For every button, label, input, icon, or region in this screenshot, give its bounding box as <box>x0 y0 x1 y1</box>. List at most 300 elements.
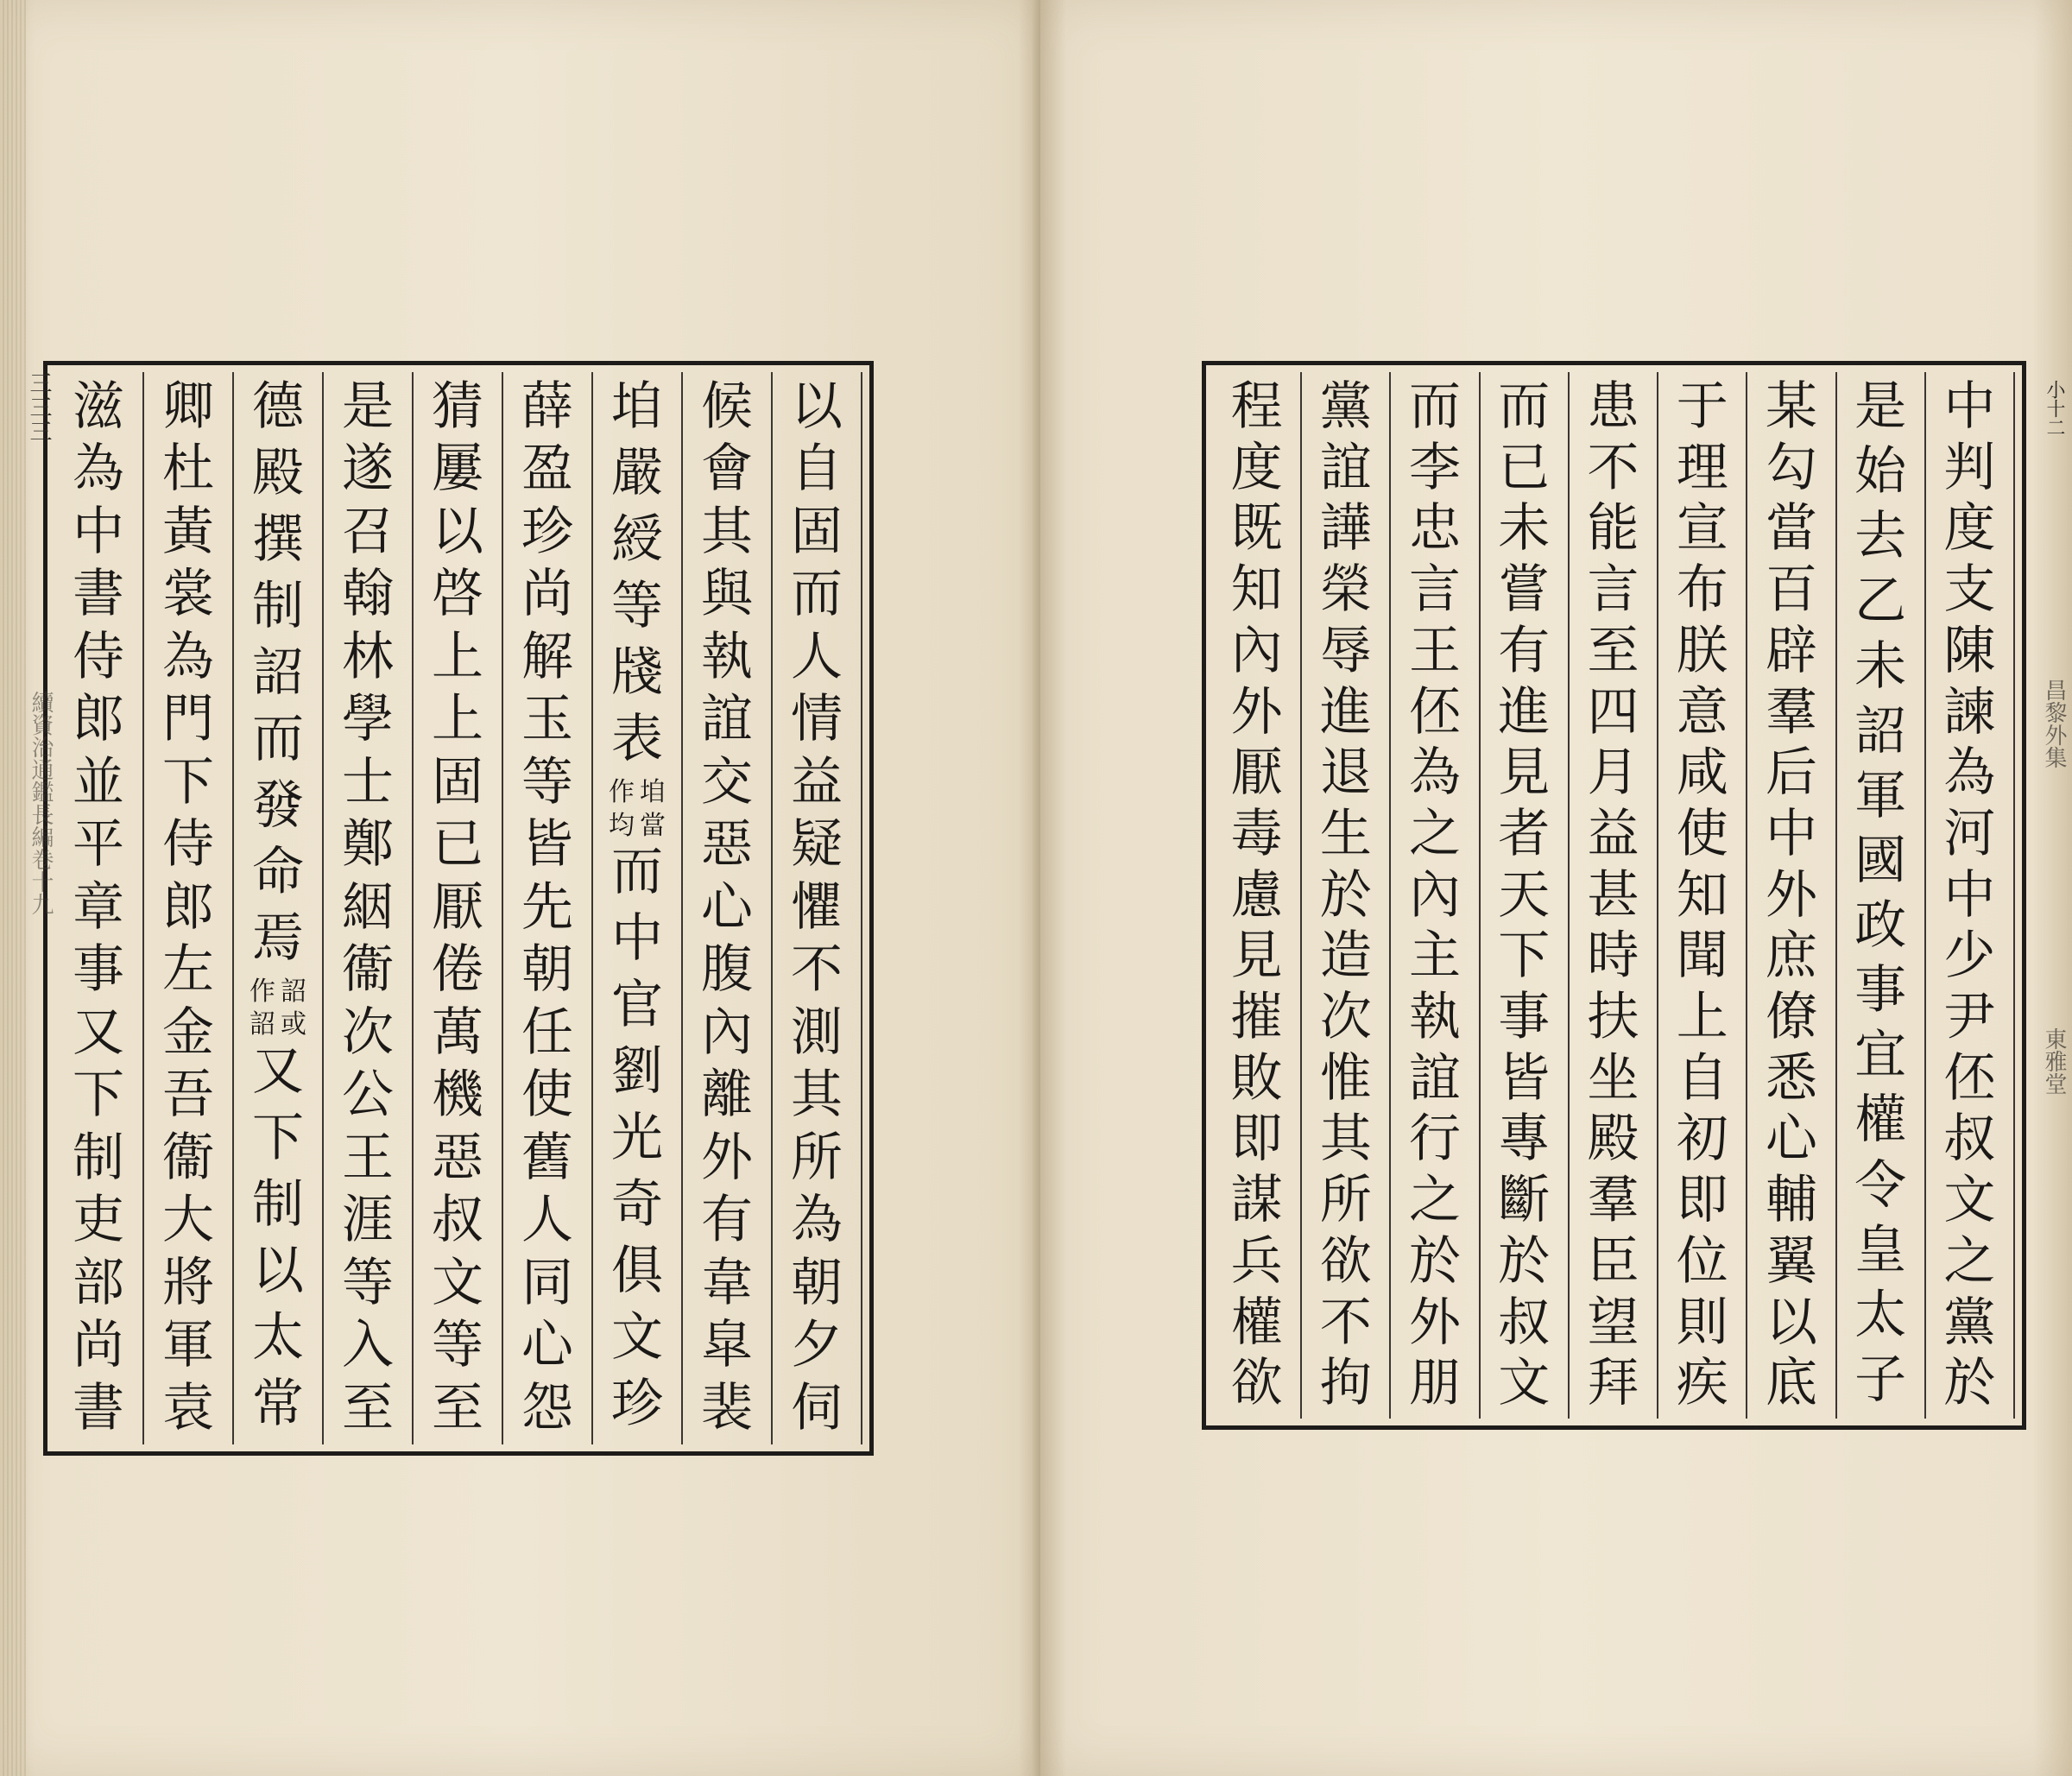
character: 某 <box>1765 376 1817 437</box>
character: 言 <box>1587 559 1639 621</box>
character: 於 <box>1319 864 1372 926</box>
character: 權 <box>1854 1090 1907 1151</box>
character: 為 <box>1409 743 1462 804</box>
character: 于 <box>1676 376 1728 437</box>
character: 衞 <box>162 1127 214 1188</box>
character: 裴 <box>701 1377 753 1438</box>
text-column <box>503 372 593 1444</box>
character: 之 <box>1409 803 1462 864</box>
character: 心 <box>701 876 753 938</box>
character: 又 <box>73 1002 124 1063</box>
character: 吾 <box>162 1065 214 1126</box>
character: 心 <box>1765 1109 1817 1170</box>
character: 外 <box>1409 1292 1462 1353</box>
character: 伾 <box>1409 681 1462 743</box>
character: 王 <box>342 1127 394 1188</box>
character: 珍 <box>521 501 573 562</box>
character: 等 <box>611 575 663 636</box>
character: 尚 <box>521 564 573 625</box>
character: 權 <box>1230 1292 1283 1353</box>
character: 下 <box>252 1108 304 1169</box>
character: 章 <box>73 876 124 938</box>
character: 位 <box>1676 1230 1728 1292</box>
character: 專 <box>1498 1109 1551 1170</box>
character: 摧 <box>1230 987 1283 1048</box>
annotation-note <box>608 776 666 847</box>
character: 絪 <box>342 876 394 938</box>
character: 見 <box>1230 926 1283 987</box>
character: 度 <box>1943 498 1996 559</box>
text-column <box>1837 372 1926 1419</box>
text-column <box>1926 372 2015 1419</box>
character: 斷 <box>1498 1170 1551 1231</box>
character: 毒 <box>1230 803 1283 864</box>
character: 誼 <box>1319 437 1372 498</box>
character: 敗 <box>1230 1047 1283 1109</box>
character: 等 <box>521 751 573 812</box>
character: 內 <box>701 1002 753 1063</box>
annotation-character: 當 <box>640 810 666 841</box>
character: 生 <box>1319 803 1372 864</box>
annotation-note <box>249 976 307 1046</box>
character: 召 <box>342 501 394 562</box>
character: 忠 <box>1409 498 1462 559</box>
character: 欲 <box>1319 1230 1372 1292</box>
character: 下 <box>1498 926 1551 987</box>
character: 惡 <box>432 1127 483 1188</box>
right-margin-publisher: 東雅堂 <box>2041 1027 2067 1095</box>
character: 皐 <box>701 1315 753 1376</box>
character: 與 <box>701 564 753 625</box>
character: 至 <box>342 1377 394 1438</box>
right-margin-top: 小十二 <box>2044 380 2065 437</box>
character: 郎 <box>162 876 214 938</box>
character: 韋 <box>701 1252 753 1313</box>
character: 使 <box>521 1065 573 1126</box>
character: 勾 <box>1765 437 1817 498</box>
character: 牋 <box>611 642 663 703</box>
character: 拘 <box>1319 1353 1372 1414</box>
character: 衞 <box>342 939 394 1001</box>
character: 怨 <box>521 1377 573 1438</box>
character: 事 <box>1498 987 1551 1048</box>
character: 等 <box>342 1252 394 1313</box>
character: 天 <box>1498 864 1551 926</box>
character: 則 <box>1676 1292 1728 1353</box>
character: 郎 <box>73 689 124 750</box>
text-column <box>324 372 414 1444</box>
character: 制 <box>252 575 304 636</box>
character: 文 <box>432 1252 483 1313</box>
left-columns <box>54 372 862 1444</box>
text-column <box>1481 372 1570 1419</box>
character: 外 <box>1230 681 1283 743</box>
character: 未 <box>1854 635 1907 697</box>
character: 皆 <box>1498 1047 1551 1109</box>
character: 至 <box>1587 620 1639 681</box>
character: 平 <box>73 814 124 875</box>
character: 為 <box>73 439 124 500</box>
character: 垍 <box>611 376 663 437</box>
character: 制 <box>252 1174 304 1236</box>
character: 言 <box>1409 559 1462 621</box>
right-columns <box>1213 372 2015 1419</box>
character: 所 <box>791 1127 843 1188</box>
character: 殿 <box>1587 1109 1639 1170</box>
character: 理 <box>1676 437 1728 498</box>
character: 學 <box>342 689 394 750</box>
character: 始 <box>1854 441 1907 502</box>
character: 綬 <box>611 509 663 570</box>
character: 所 <box>1319 1170 1372 1231</box>
character: 情 <box>791 689 843 750</box>
character: 下 <box>73 1065 124 1126</box>
character: 以 <box>432 501 483 562</box>
text-column <box>593 372 683 1444</box>
character: 不 <box>1587 437 1639 498</box>
character: 望 <box>1587 1292 1639 1353</box>
character: 軍 <box>162 1315 214 1376</box>
text-column <box>1302 372 1391 1419</box>
character: 命 <box>252 841 304 902</box>
character: 叔 <box>1498 1292 1551 1353</box>
character: 皆 <box>521 814 573 875</box>
character: 以 <box>252 1241 304 1302</box>
character: 自 <box>1676 1047 1728 1109</box>
character: 朕 <box>1676 620 1728 681</box>
character: 而 <box>791 564 843 625</box>
character: 內 <box>1409 864 1462 926</box>
character: 涯 <box>342 1190 394 1251</box>
character: 扶 <box>1587 987 1639 1048</box>
character: 既 <box>1230 498 1283 559</box>
text-column <box>54 372 144 1444</box>
character: 厭 <box>1230 743 1283 804</box>
character: 解 <box>521 626 573 687</box>
character: 中 <box>1943 864 1996 926</box>
character: 宜 <box>1854 1025 1907 1086</box>
right-page <box>1040 0 2072 1776</box>
character: 固 <box>791 501 843 562</box>
character: 自 <box>791 439 843 500</box>
character: 光 <box>611 1108 663 1169</box>
character: 事 <box>1854 960 1907 1021</box>
character: 庶 <box>1765 926 1817 987</box>
character: 內 <box>1230 620 1283 681</box>
character: 將 <box>162 1252 214 1313</box>
character: 去 <box>1854 506 1907 567</box>
character: 為 <box>1943 743 1996 804</box>
character: 軍 <box>1854 765 1907 826</box>
character: 百 <box>1765 559 1817 621</box>
character: 同 <box>521 1252 573 1313</box>
character: 倦 <box>432 939 483 1001</box>
character: 宣 <box>1676 498 1728 559</box>
character: 患 <box>1587 376 1639 437</box>
character: 意 <box>1676 681 1728 743</box>
character: 並 <box>73 751 124 812</box>
text-column <box>1658 372 1747 1419</box>
character: 啓 <box>432 564 483 625</box>
character: 不 <box>791 939 843 1001</box>
character: 不 <box>1319 1292 1372 1353</box>
annotation-line <box>639 776 666 847</box>
character: 令 <box>1854 1154 1907 1216</box>
left-text-frame <box>43 361 874 1456</box>
character: 者 <box>1498 803 1551 864</box>
character: 次 <box>1319 987 1372 1048</box>
character: 翰 <box>342 564 394 625</box>
character: 程 <box>1230 376 1283 437</box>
annotation-character: 作 <box>250 976 275 1007</box>
character: 慮 <box>1230 864 1283 926</box>
annotation-character: 作 <box>609 776 635 807</box>
character: 表 <box>611 708 663 769</box>
character: 榮 <box>1319 559 1372 621</box>
character: 造 <box>1319 926 1372 987</box>
character: 書 <box>73 1377 124 1438</box>
character: 退 <box>1319 743 1372 804</box>
character: 四 <box>1587 681 1639 743</box>
left-margin-top: 三三三 <box>26 371 52 444</box>
character: 行 <box>1409 1109 1462 1170</box>
character: 李 <box>1409 437 1462 498</box>
character: 夕 <box>791 1315 843 1376</box>
character: 交 <box>701 751 753 812</box>
character: 公 <box>342 1065 394 1126</box>
annotation-character: 或 <box>281 1009 306 1040</box>
character: 諫 <box>1943 681 1996 743</box>
character: 而 <box>611 842 663 903</box>
character: 外 <box>1765 864 1817 926</box>
character: 咸 <box>1676 743 1728 804</box>
character: 拜 <box>1587 1353 1639 1414</box>
annotation-character: 均 <box>609 810 635 841</box>
character: 部 <box>73 1252 124 1313</box>
character: 會 <box>701 439 753 500</box>
character: 能 <box>1587 498 1639 559</box>
character: 離 <box>701 1065 753 1126</box>
character: 太 <box>1854 1284 1907 1345</box>
character: 等 <box>432 1315 483 1376</box>
left-margin-title: 續資治通鑑長編卷十九 <box>28 691 54 915</box>
character: 人 <box>521 1190 573 1251</box>
character: 陳 <box>1943 620 1996 681</box>
character: 益 <box>791 751 843 812</box>
character: 詔 <box>252 642 304 703</box>
character: 其 <box>791 1065 843 1126</box>
character: 腹 <box>701 939 753 1001</box>
character: 事 <box>73 939 124 1001</box>
character: 制 <box>73 1127 124 1188</box>
character: 裳 <box>162 564 214 625</box>
character: 珍 <box>611 1374 663 1435</box>
character: 滋 <box>73 376 124 437</box>
character: 下 <box>162 751 214 812</box>
character: 羣 <box>1587 1170 1639 1231</box>
character: 兵 <box>1230 1230 1283 1292</box>
text-column <box>1213 372 1302 1419</box>
character: 書 <box>73 564 124 625</box>
character: 尹 <box>1943 987 1996 1048</box>
character: 國 <box>1854 830 1907 891</box>
character: 使 <box>1676 803 1728 864</box>
character: 臣 <box>1587 1230 1639 1292</box>
annotation-character: 垍 <box>640 776 666 807</box>
character: 朋 <box>1409 1353 1462 1414</box>
character: 候 <box>701 376 753 437</box>
character: 惟 <box>1319 1047 1372 1109</box>
character: 少 <box>1943 926 1996 987</box>
character: 朝 <box>521 939 573 1001</box>
character: 惡 <box>701 814 753 875</box>
character: 上 <box>432 689 483 750</box>
character: 薛 <box>521 376 573 437</box>
character: 未 <box>1498 498 1551 559</box>
character: 中 <box>1943 376 1996 437</box>
character: 侍 <box>73 626 124 687</box>
character: 疾 <box>1676 1353 1728 1414</box>
character: 已 <box>432 814 483 875</box>
character: 焉 <box>252 907 304 969</box>
character: 初 <box>1676 1109 1728 1170</box>
character: 嚴 <box>611 442 663 503</box>
character: 朝 <box>791 1252 843 1313</box>
character: 林 <box>342 626 394 687</box>
character: 翼 <box>1765 1230 1817 1292</box>
character: 羣 <box>1765 681 1817 743</box>
character: 王 <box>1409 620 1462 681</box>
character: 僚 <box>1765 987 1817 1048</box>
character: 進 <box>1319 681 1372 743</box>
character: 甚 <box>1587 864 1639 926</box>
character: 知 <box>1230 559 1283 621</box>
character: 常 <box>252 1374 304 1435</box>
character: 猜 <box>432 376 483 437</box>
character: 太 <box>252 1307 304 1368</box>
character: 發 <box>252 774 304 836</box>
character: 布 <box>1676 559 1728 621</box>
character: 外 <box>701 1127 753 1188</box>
character: 卿 <box>162 376 214 437</box>
character: 文 <box>611 1307 663 1368</box>
character: 中 <box>611 908 663 970</box>
text-column <box>234 372 324 1444</box>
character: 機 <box>432 1065 483 1126</box>
character: 至 <box>432 1377 483 1438</box>
character: 是 <box>1854 376 1907 437</box>
character: 其 <box>1319 1109 1372 1170</box>
character: 文 <box>1943 1170 1996 1231</box>
character: 即 <box>1230 1109 1283 1170</box>
character: 支 <box>1943 559 1996 621</box>
character: 謀 <box>1230 1170 1283 1231</box>
character: 月 <box>1587 743 1639 804</box>
character: 上 <box>1676 987 1728 1048</box>
character: 入 <box>342 1315 394 1376</box>
character: 先 <box>521 876 573 938</box>
character: 撰 <box>252 509 304 570</box>
character: 主 <box>1409 926 1462 987</box>
character: 士 <box>342 751 394 812</box>
character: 文 <box>1498 1353 1551 1414</box>
character: 度 <box>1230 437 1283 498</box>
text-column <box>414 372 503 1444</box>
character: 左 <box>162 939 214 1001</box>
character: 而 <box>1409 376 1462 437</box>
character: 是 <box>342 376 394 437</box>
character: 杜 <box>162 439 214 500</box>
character: 為 <box>162 626 214 687</box>
character: 門 <box>162 689 214 750</box>
character: 益 <box>1587 803 1639 864</box>
character: 又 <box>252 1041 304 1103</box>
character: 子 <box>1854 1349 1907 1410</box>
character: 而 <box>252 708 304 769</box>
character: 輔 <box>1765 1170 1817 1231</box>
character: 官 <box>611 975 663 1036</box>
character: 黃 <box>162 501 214 562</box>
character: 以 <box>791 376 843 437</box>
character: 上 <box>432 626 483 687</box>
annotation-line <box>249 976 276 1046</box>
character: 於 <box>1409 1230 1462 1292</box>
character: 玉 <box>521 689 573 750</box>
text-column <box>144 372 234 1444</box>
character: 有 <box>701 1190 753 1251</box>
annotation-line <box>608 776 635 847</box>
character: 固 <box>432 751 483 812</box>
character: 之 <box>1943 1230 1996 1292</box>
right-margin-title: 昌黎外集 <box>2041 679 2067 768</box>
annotation-character: 詔 <box>250 1009 275 1040</box>
character: 進 <box>1498 681 1551 743</box>
character: 當 <box>1765 498 1817 559</box>
character: 於 <box>1943 1353 1996 1414</box>
character: 中 <box>73 501 124 562</box>
character: 以 <box>1765 1292 1817 1353</box>
character: 心 <box>521 1315 573 1376</box>
character: 時 <box>1587 926 1639 987</box>
text-column <box>1391 372 1480 1419</box>
character: 譁 <box>1319 498 1372 559</box>
text-column <box>1570 372 1658 1419</box>
character: 殿 <box>252 442 304 503</box>
character: 誼 <box>701 689 753 750</box>
character: 袁 <box>162 1377 214 1438</box>
character: 底 <box>1765 1353 1817 1414</box>
annotation-line <box>280 976 307 1046</box>
character: 次 <box>342 1002 394 1063</box>
character: 疑 <box>791 814 843 875</box>
left-margin-title-strip <box>21 691 60 915</box>
text-column <box>683 372 773 1444</box>
character: 而 <box>1498 376 1551 437</box>
character: 厭 <box>432 876 483 938</box>
character: 屢 <box>432 439 483 500</box>
left-margin-strip <box>19 371 59 444</box>
character: 其 <box>701 501 753 562</box>
character: 伾 <box>1943 1047 1996 1109</box>
character: 伺 <box>791 1377 843 1438</box>
character: 黨 <box>1943 1292 1996 1353</box>
character: 德 <box>252 376 304 437</box>
character: 執 <box>1409 987 1462 1048</box>
character: 詔 <box>1854 700 1907 762</box>
character: 叔 <box>432 1190 483 1251</box>
character: 見 <box>1498 743 1551 804</box>
character: 判 <box>1943 437 1996 498</box>
